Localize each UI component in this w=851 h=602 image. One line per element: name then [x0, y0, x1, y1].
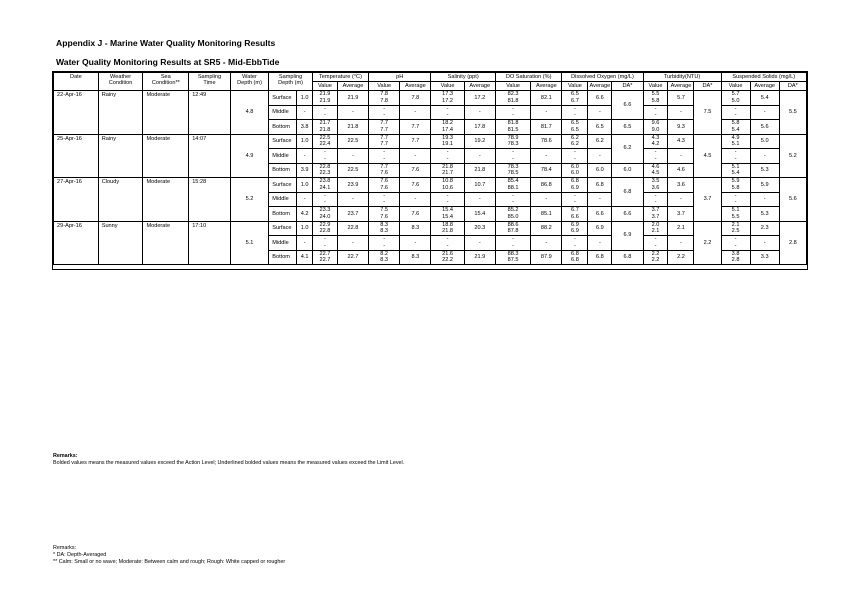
cell-salinity-values: 21.8 21.7	[431, 163, 464, 178]
cell-ss-da: 5.2	[779, 134, 806, 178]
cell-do-saturation-values: 88.6 87.8	[495, 221, 530, 236]
cell-salinity-values: 15.4 15.4	[431, 207, 464, 222]
cell-ph-values: 7.7 7.6	[369, 163, 400, 178]
cell-do-average: 6.6	[588, 91, 612, 106]
cell-ss-values: - -	[721, 105, 750, 120]
cell-ph-values: 7.6 7.6	[369, 178, 400, 193]
cell-ss-average: 5.0	[750, 134, 779, 149]
table-row	[54, 134, 807, 149]
cell-ss-values: 5.8 5.4	[721, 120, 750, 135]
cell-salinity-average: -	[464, 192, 495, 207]
water-quality-table	[53, 72, 807, 265]
cell-do-values: - -	[562, 192, 588, 207]
cell-ss-average: -	[750, 192, 779, 207]
cell-do-saturation-average: 86.8	[531, 178, 562, 193]
cell-level: Bottom	[269, 120, 297, 135]
cell-ss-values: 5.1 5.4	[721, 163, 750, 178]
cell-ss-average: -	[750, 236, 779, 251]
remarks-top	[53, 453, 404, 467]
cell-salinity-values: 21.6 22.2	[431, 250, 464, 265]
cell-salinity-average: 21.8	[464, 163, 495, 178]
cell-do-da: 6.9	[612, 221, 643, 250]
cell-turbidity-average: -	[668, 236, 694, 251]
header-value: Value	[431, 82, 464, 91]
cell-level: Surface	[269, 178, 297, 193]
remarks-text: Bolded values means the measured values exceed the Action Level; Underlined bolded values means the measured values exceed the Limit Level.	[53, 460, 405, 466]
cell-ss-average: 3.3	[750, 250, 779, 265]
cell-water-depth: 4.9	[230, 134, 268, 178]
header-da: DA*	[779, 82, 806, 91]
cell-salinity-average: 17.2	[464, 91, 495, 106]
cell-do-saturation-average: 88.2	[531, 221, 562, 236]
cell-do-saturation-values: - -	[495, 149, 530, 164]
cell-ss-average: 2.3	[750, 221, 779, 236]
cell-temperature-average: -	[337, 105, 368, 120]
cell-turbidity-da: 4.5	[694, 134, 721, 178]
cell-do-average: 6.8	[588, 178, 612, 193]
cell-do-da: 6.2	[612, 134, 643, 163]
cell-do-saturation-values: 82.3 81.8	[495, 91, 530, 106]
header-salinity: Salinity (ppt)	[431, 73, 495, 82]
header-da: DA*	[694, 82, 721, 91]
header-sea: Sea Condition**	[143, 73, 189, 91]
cell-salinity-average: -	[464, 236, 495, 251]
cell-ss-values: 3.8 2.8	[721, 250, 750, 265]
cell-do-average: -	[588, 236, 612, 251]
cell-ph-average: 7.7	[400, 120, 431, 135]
header-average: Average	[531, 82, 562, 91]
cell-ph-average: 8.3	[400, 221, 431, 236]
cell-ph-values: 8.3 8.3	[369, 221, 400, 236]
cell-turbidity-average: 3.7	[668, 207, 694, 222]
cell-do-values: 6.5 6.7	[562, 91, 588, 106]
cell-ph-values: 8.2 8.3	[369, 250, 400, 265]
cell-do-values: 6.9 6.9	[562, 221, 588, 236]
cell-salinity-values: - -	[431, 149, 464, 164]
header-value: Value	[369, 82, 400, 91]
cell-do-saturation-values: 85.4 88.1	[495, 178, 530, 193]
cell-do-saturation-average: -	[531, 192, 562, 207]
cell-temperature-values: - -	[312, 149, 337, 164]
cell-temperature-average: 22.5	[337, 134, 368, 149]
cell-salinity-values: - -	[431, 236, 464, 251]
cell-turbidity-average: 5.7	[668, 91, 694, 106]
cell-turbidity-average: 2.1	[668, 221, 694, 236]
cell-temperature-values: 22.9 22.8	[312, 221, 337, 236]
cell-ss-da: 5.5	[779, 91, 806, 135]
cell-sampling-depth: 4.1	[297, 250, 313, 265]
cell-ss-values: - -	[721, 236, 750, 251]
cell-do-average: 6.9	[588, 221, 612, 236]
cell-temperature-values: - -	[312, 236, 337, 251]
cell-do-da-bottom: 6.5	[612, 120, 643, 135]
cell-turbidity-values: 2.2 2.2	[643, 250, 668, 265]
cell-temperature-average: 21.9	[337, 91, 368, 106]
cell-sampling-depth: 4.2	[297, 207, 313, 222]
cell-do-average: 6.8	[588, 250, 612, 265]
cell-ph-average: 7.6	[400, 163, 431, 178]
cell-ss-da: 5.6	[779, 178, 806, 222]
cell-ph-average: -	[400, 105, 431, 120]
cell-sea-condition: Moderate	[143, 91, 189, 135]
cell-turbidity-values: 4.6 4.5	[643, 163, 668, 178]
cell-do-values: - -	[562, 236, 588, 251]
cell-ph-average: 7.6	[400, 178, 431, 193]
cell-sea-condition: Moderate	[143, 221, 189, 265]
cell-temperature-values: 23.8 24.1	[312, 178, 337, 193]
cell-turbidity-average: 2.2	[668, 250, 694, 265]
cell-temperature-average: -	[337, 236, 368, 251]
document-title: Appendix J - Marine Water Quality Monitoring Results	[56, 38, 276, 48]
cell-temperature-values: 22.8 22.3	[312, 163, 337, 178]
cell-water-depth: 5.2	[230, 178, 268, 222]
cell-salinity-values: 10.8 10.6	[431, 178, 464, 193]
cell-ss-da: 2.8	[779, 221, 806, 265]
cell-sampling-depth: -	[297, 192, 313, 207]
cell-salinity-average: -	[464, 149, 495, 164]
cell-turbidity-da: 3.7	[694, 178, 721, 222]
cell-level: Surface	[269, 91, 297, 106]
table-title: Water Quality Monitoring Results at SR5 - Mid-EbbTide	[56, 57, 280, 67]
cell-ph-average: 7.6	[400, 207, 431, 222]
cell-temperature-values: 22.5 22.4	[312, 134, 337, 149]
cell-do-saturation-average: 78.6	[531, 134, 562, 149]
cell-salinity-values: 19.3 19.1	[431, 134, 464, 149]
cell-turbidity-values: 2.0 2.1	[643, 221, 668, 236]
cell-do-average: 6.5	[588, 120, 612, 135]
cell-do-average: -	[588, 149, 612, 164]
cell-ph-values: 7.5 7.6	[369, 207, 400, 222]
cell-ph-values: 7.8 7.8	[369, 91, 400, 106]
cell-ss-average: -	[750, 149, 779, 164]
table-row	[54, 178, 807, 193]
cell-do-saturation-values: 81.8 81.5	[495, 120, 530, 135]
cell-do-values: 6.8 6.9	[562, 178, 588, 193]
cell-sampling-time: 14:07	[189, 134, 231, 178]
cell-salinity-average: 19.2	[464, 134, 495, 149]
cell-turbidity-values: 5.5 5.8	[643, 91, 668, 106]
cell-do-saturation-values: - -	[495, 192, 530, 207]
cell-ph-values: 7.7 7.7	[369, 120, 400, 135]
cell-ss-average: -	[750, 105, 779, 120]
header-average: Average	[464, 82, 495, 91]
cell-level: Middle	[269, 149, 297, 164]
cell-temperature-average: 23.9	[337, 178, 368, 193]
cell-ph-values: - -	[369, 236, 400, 251]
remarks-bottom	[53, 545, 285, 566]
cell-do-saturation-average: -	[531, 105, 562, 120]
header-value: Value	[312, 82, 337, 91]
cell-turbidity-values: - -	[643, 192, 668, 207]
cell-level: Middle	[269, 192, 297, 207]
header-average: Average	[337, 82, 368, 91]
table-row	[54, 221, 807, 236]
cell-salinity-values: - -	[431, 105, 464, 120]
remarks-heading: Remarks:	[53, 453, 78, 459]
cell-do-average: -	[588, 105, 612, 120]
cell-salinity-average: -	[464, 105, 495, 120]
cell-weather: Rainy	[98, 91, 143, 135]
cell-do-saturation-average: -	[531, 149, 562, 164]
cell-turbidity-da: 7.5	[694, 91, 721, 135]
cell-ss-values: 5.9 5.8	[721, 178, 750, 193]
cell-sampling-time: 17:10	[189, 221, 231, 265]
cell-do-saturation-average: 82.1	[531, 91, 562, 106]
cell-do-values: 6.5 6.5	[562, 120, 588, 135]
header-value: Value	[495, 82, 530, 91]
cell-do-saturation-average: 87.9	[531, 250, 562, 265]
cell-sampling-depth: 3.8	[297, 120, 313, 135]
cell-ph-values: 7.7 7.7	[369, 134, 400, 149]
cell-do-saturation-values: 78.3 78.5	[495, 163, 530, 178]
cell-date: 27-Apr-16	[54, 178, 99, 222]
cell-ph-values: - -	[369, 192, 400, 207]
cell-do-da: 6.8	[612, 178, 643, 207]
cell-level: Bottom	[269, 163, 297, 178]
cell-ph-average: -	[400, 192, 431, 207]
cell-turbidity-average: -	[668, 192, 694, 207]
cell-ss-average: 5.3	[750, 163, 779, 178]
cell-sampling-depth: 1.0	[297, 134, 313, 149]
cell-weather: Sunny	[98, 221, 143, 265]
header-row-1	[54, 73, 807, 82]
cell-turbidity-average: 4.3	[668, 134, 694, 149]
cell-do-values: 6.0 6.0	[562, 163, 588, 178]
cell-temperature-average: 22.5	[337, 163, 368, 178]
table-row	[54, 91, 807, 106]
cell-sampling-depth: 1.0	[297, 91, 313, 106]
cell-do-average: -	[588, 192, 612, 207]
remarks-heading: Remarks:	[53, 545, 77, 551]
cell-temperature-average: 22.8	[337, 221, 368, 236]
header-sampling-depth: Sampling Depth (m)	[269, 73, 313, 91]
cell-ss-values: 4.9 5.1	[721, 134, 750, 149]
cell-date: 25-Apr-16	[54, 134, 99, 178]
cell-water-depth: 4.8	[230, 91, 268, 135]
cell-date: 29-Apr-16	[54, 221, 99, 265]
cell-sampling-depth: -	[297, 236, 313, 251]
cell-ph-average: -	[400, 149, 431, 164]
cell-turbidity-values: 3.7 3.7	[643, 207, 668, 222]
cell-do-da-bottom: 6.0	[612, 163, 643, 178]
cell-ss-values: 2.1 2.5	[721, 221, 750, 236]
cell-level: Bottom	[269, 207, 297, 222]
cell-do-values: 6.2 6.2	[562, 134, 588, 149]
cell-do-values: 6.7 6.6	[562, 207, 588, 222]
cell-salinity-average: 10.7	[464, 178, 495, 193]
remark-sea-condition: ** Calm: Small or no wave; Moderate: Between calm and rough; Rough: White capped or rougher	[53, 559, 286, 565]
cell-ph-values: - -	[369, 149, 400, 164]
cell-salinity-average: 21.9	[464, 250, 495, 265]
cell-date: 22-Apr-16	[54, 91, 99, 135]
cell-do-saturation-average: 85.1	[531, 207, 562, 222]
cell-turbidity-average: -	[668, 105, 694, 120]
header-temperature: Temperature (°C)	[312, 73, 368, 82]
cell-ph-average: 8.3	[400, 250, 431, 265]
cell-turbidity-average: 4.6	[668, 163, 694, 178]
cell-temperature-values: 21.9 21.9	[312, 91, 337, 106]
cell-temperature-average: 22.7	[337, 250, 368, 265]
cell-do-saturation-values: - -	[495, 105, 530, 120]
cell-water-depth: 5.1	[230, 221, 268, 265]
cell-ph-values: - -	[369, 105, 400, 120]
cell-level: Surface	[269, 134, 297, 149]
header-da: DA*	[612, 82, 643, 91]
cell-level: Surface	[269, 221, 297, 236]
cell-temperature-values: - -	[312, 192, 337, 207]
cell-salinity-average: 20.3	[464, 221, 495, 236]
header-value: Value	[562, 82, 588, 91]
cell-temperature-values: - -	[312, 105, 337, 120]
cell-salinity-values: - -	[431, 192, 464, 207]
cell-level: Middle	[269, 105, 297, 120]
cell-temperature-values: 23.3 24.0	[312, 207, 337, 222]
cell-do-saturation-average: -	[531, 236, 562, 251]
cell-sampling-depth: -	[297, 149, 313, 164]
cell-sampling-time: 15:28	[189, 178, 231, 222]
header-water-depth: Water Depth (m)	[230, 73, 268, 91]
header-sampling-time: Sampling Time	[189, 73, 231, 91]
table-body	[54, 73, 807, 265]
header-turbidity: Turbidity(NTU)	[643, 73, 721, 82]
header-weather: Weather Condition	[98, 73, 143, 91]
cell-weather: Cloudy	[98, 178, 143, 222]
cell-do-saturation-values: 85.2 85.0	[495, 207, 530, 222]
cell-do-values: - -	[562, 149, 588, 164]
cell-ss-values: 5.1 5.5	[721, 207, 750, 222]
cell-do-values: 6.8 6.8	[562, 250, 588, 265]
remark-da: * DA: Depth-Averaged	[53, 552, 107, 558]
cell-do-average: 6.6	[588, 207, 612, 222]
cell-turbidity-average: -	[668, 149, 694, 164]
header-ph: pH	[369, 73, 431, 82]
cell-do-da-bottom: 6.8	[612, 250, 643, 265]
cell-ph-average: 7.7	[400, 134, 431, 149]
cell-ph-average: -	[400, 236, 431, 251]
cell-turbidity-values: 4.3 4.2	[643, 134, 668, 149]
cell-do-average: 6.0	[588, 163, 612, 178]
cell-do-saturation-values: 78.9 78.3	[495, 134, 530, 149]
cell-weather: Rainy	[98, 134, 143, 178]
cell-turbidity-values: - -	[643, 105, 668, 120]
cell-sampling-depth: 1.0	[297, 178, 313, 193]
cell-turbidity-average: 9.3	[668, 120, 694, 135]
cell-temperature-values: 22.7 22.7	[312, 250, 337, 265]
cell-turbidity-average: 3.6	[668, 178, 694, 193]
cell-salinity-average: 17.8	[464, 120, 495, 135]
cell-ss-average: 5.3	[750, 207, 779, 222]
cell-sea-condition: Moderate	[143, 178, 189, 222]
cell-turbidity-da: 2.2	[694, 221, 721, 265]
cell-ss-average: 5.4	[750, 91, 779, 106]
header-value: Value	[721, 82, 750, 91]
cell-sampling-depth: -	[297, 105, 313, 120]
cell-turbidity-values: 9.6 9.0	[643, 120, 668, 135]
cell-salinity-values: 17.3 17.2	[431, 91, 464, 106]
cell-do-da: 6.6	[612, 91, 643, 120]
cell-ss-values: - -	[721, 192, 750, 207]
cell-do-saturation-average: 81.7	[531, 120, 562, 135]
cell-sampling-time: 12:49	[189, 91, 231, 135]
cell-temperature-values: 21.7 21.8	[312, 120, 337, 135]
cell-level: Bottom	[269, 250, 297, 265]
cell-do-saturation-values: - -	[495, 236, 530, 251]
cell-level: Middle	[269, 236, 297, 251]
cell-temperature-average: -	[337, 192, 368, 207]
cell-ph-average: 7.8	[400, 91, 431, 106]
header-value: Value	[643, 82, 668, 91]
cell-do-da-bottom: 6.6	[612, 207, 643, 222]
cell-do-average: 6.2	[588, 134, 612, 149]
cell-turbidity-values: - -	[643, 149, 668, 164]
cell-sampling-depth: 1.0	[297, 221, 313, 236]
cell-sea-condition: Moderate	[143, 134, 189, 178]
cell-ss-values: - -	[721, 149, 750, 164]
cell-do-saturation-values: 88.3 87.5	[495, 250, 530, 265]
cell-salinity-values: 18.8 21.8	[431, 221, 464, 236]
header-date: Date	[54, 73, 99, 91]
cell-temperature-average: -	[337, 149, 368, 164]
cell-sampling-depth: 3.9	[297, 163, 313, 178]
header-average: Average	[750, 82, 779, 91]
cell-ss-average: 5.6	[750, 120, 779, 135]
header-average: Average	[589, 82, 611, 89]
cell-turbidity-values: 3.5 3.6	[643, 178, 668, 193]
cell-do-saturation-average: 78.4	[531, 163, 562, 178]
header-average: Average	[400, 82, 431, 91]
cell-ss-average: 5.9	[750, 178, 779, 193]
cell-turbidity-values: - -	[643, 236, 668, 251]
cell-salinity-values: 18.2 17.4	[431, 120, 464, 135]
cell-ss-values: 5.7 5.0	[721, 91, 750, 106]
cell-salinity-average: 15.4	[464, 207, 495, 222]
header-average: Average	[668, 82, 694, 91]
cell-temperature-average: 21.8	[337, 120, 368, 135]
header-do-saturation: DO Saturation (%)	[495, 73, 562, 82]
cell-do-values: - -	[562, 105, 588, 120]
header-suspended-solids: Suspended Solids (mg/L)	[721, 73, 806, 82]
cell-temperature-average: 23.7	[337, 207, 368, 222]
header-dissolved-oxygen: Dissolved Oxygen (mg/L)	[562, 73, 643, 82]
